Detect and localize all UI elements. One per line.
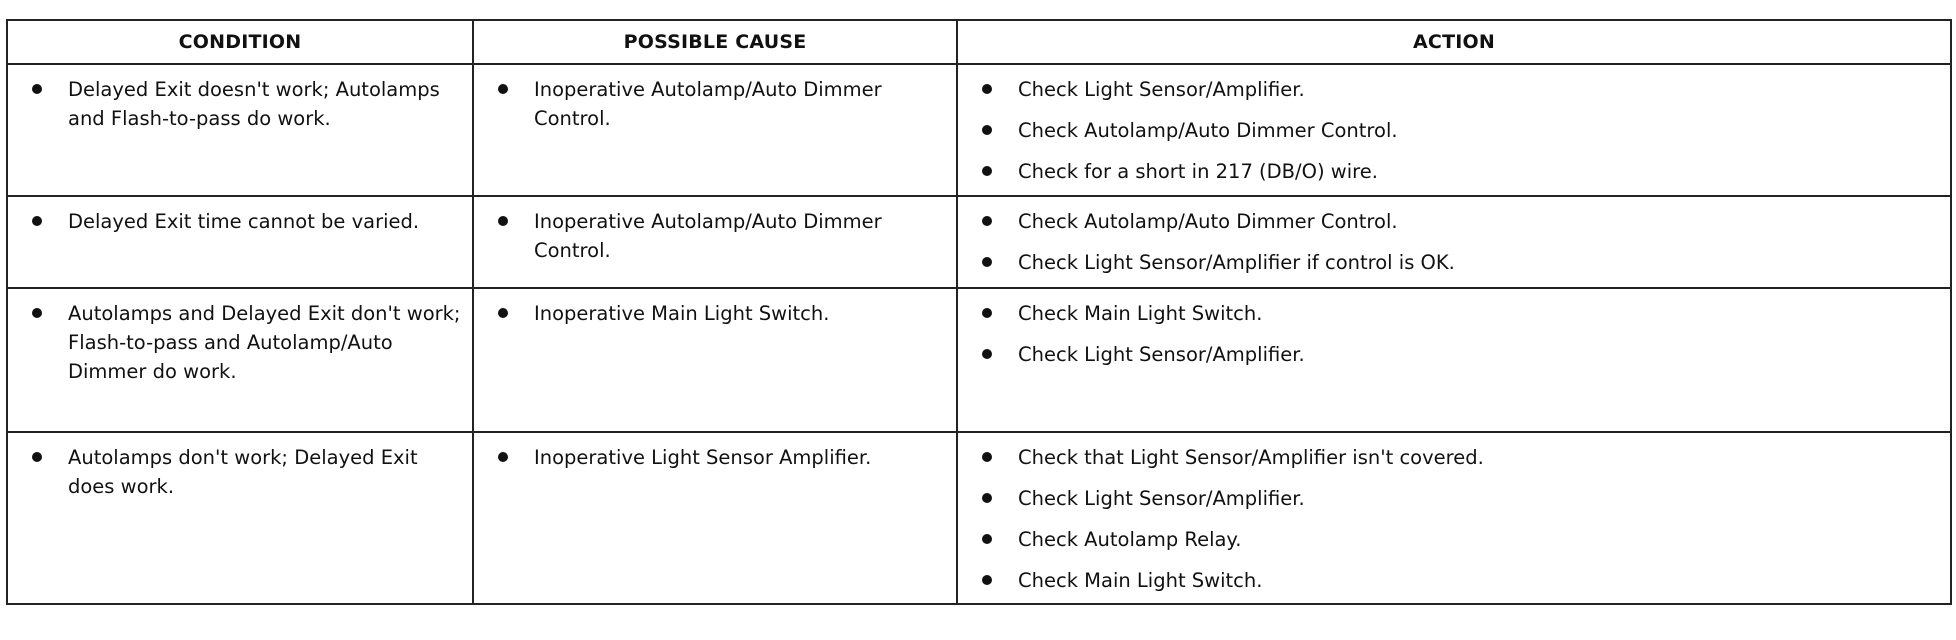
action-text: Check Light Sensor/Amplifier.	[1018, 487, 1305, 510]
bullet-icon	[982, 84, 992, 94]
action-text: Check that Light Sensor/Amplifier isn't covered.	[1018, 446, 1484, 469]
action-text: Check Autolamp/Auto Dimmer Control.	[1018, 119, 1398, 142]
condition-item	[18, 299, 462, 386]
condition-text: Autolamps don't work; Delayed Exit does work.	[68, 446, 418, 498]
action-item	[968, 299, 1940, 328]
action-item	[968, 340, 1940, 369]
condition-cell	[7, 196, 473, 288]
bullet-icon	[32, 452, 42, 462]
action-text: Check Light Sensor/Amplifier if control is OK.	[1018, 251, 1455, 274]
action-list	[968, 443, 1940, 595]
cause-item	[484, 207, 946, 265]
bullet-icon	[982, 452, 992, 462]
bullet-icon	[32, 84, 42, 94]
bullet-icon	[498, 452, 508, 462]
action-list	[968, 299, 1940, 369]
action-text: Check Autolamp/Auto Dimmer Control.	[1018, 210, 1398, 233]
header-row	[7, 20, 1951, 64]
bullet-icon	[982, 216, 992, 226]
bullet-icon	[982, 125, 992, 135]
action-item	[968, 116, 1940, 145]
bullet-icon	[982, 349, 992, 359]
cause-text: Inoperative Autolamp/Auto Dimmer Control.	[534, 210, 882, 262]
action-text: Check Autolamp Relay.	[1018, 528, 1242, 551]
header-action: ACTION	[957, 20, 1951, 64]
condition-item	[18, 75, 462, 133]
cause-item	[484, 299, 946, 328]
action-cell	[957, 64, 1951, 196]
action-list	[968, 75, 1940, 186]
action-item	[968, 248, 1940, 277]
cause-item	[484, 75, 946, 133]
bullet-icon	[982, 575, 992, 585]
action-cell	[957, 288, 1951, 432]
action-item	[968, 566, 1940, 595]
action-item	[968, 443, 1940, 472]
action-item	[968, 207, 1940, 236]
table-row	[7, 288, 1951, 432]
table-row	[7, 432, 1951, 604]
action-item	[968, 525, 1940, 554]
cause-cell	[473, 288, 957, 432]
cause-cell	[473, 432, 957, 604]
condition-item	[18, 443, 462, 501]
bullet-icon	[498, 216, 508, 226]
action-text: Check Main Light Switch.	[1018, 302, 1263, 325]
bullet-icon	[982, 308, 992, 318]
header-possible-cause: POSSIBLE CAUSE	[473, 20, 957, 64]
bullet-icon	[32, 308, 42, 318]
condition-text: Delayed Exit time cannot be varied.	[68, 210, 420, 233]
bullet-icon	[982, 493, 992, 503]
cause-text: Inoperative Autolamp/Auto Dimmer Control.	[534, 78, 882, 130]
bullet-icon	[982, 166, 992, 176]
action-item	[968, 157, 1940, 186]
condition-item	[18, 207, 462, 236]
action-text: Check Light Sensor/Amplifier.	[1018, 78, 1305, 101]
condition-text: Delayed Exit doesn't work; Autolamps and Flash-to-pass do work.	[68, 78, 440, 130]
bullet-icon	[982, 257, 992, 267]
condition-cell	[7, 288, 473, 432]
action-cell	[957, 432, 1951, 604]
action-text: Check for a short in 217 (DB/O) wire.	[1018, 160, 1378, 183]
cause-text: Inoperative Light Sensor Amplifier.	[534, 446, 872, 469]
action-list	[968, 207, 1940, 277]
condition-cell	[7, 432, 473, 604]
bullet-icon	[498, 84, 508, 94]
diagnosis-table	[6, 19, 1952, 605]
action-text: Check Light Sensor/Amplifier.	[1018, 343, 1305, 366]
table-row	[7, 196, 1951, 288]
table-row	[7, 64, 1951, 196]
cause-cell	[473, 64, 957, 196]
action-item	[968, 484, 1940, 513]
cause-item	[484, 443, 946, 472]
bullet-icon	[32, 216, 42, 226]
cause-text: Inoperative Main Light Switch.	[534, 302, 830, 325]
cause-cell	[473, 196, 957, 288]
condition-text: Autolamps and Delayed Exit don't work; Flash-to-pass and Autolamp/Auto Dimmer do work.	[68, 302, 461, 383]
bullet-icon	[982, 534, 992, 544]
bullet-icon	[498, 308, 508, 318]
action-item	[968, 75, 1940, 104]
action-text: Check Main Light Switch.	[1018, 569, 1263, 592]
condition-cell	[7, 64, 473, 196]
header-condition: CONDITION	[7, 20, 473, 64]
action-cell	[957, 196, 1951, 288]
